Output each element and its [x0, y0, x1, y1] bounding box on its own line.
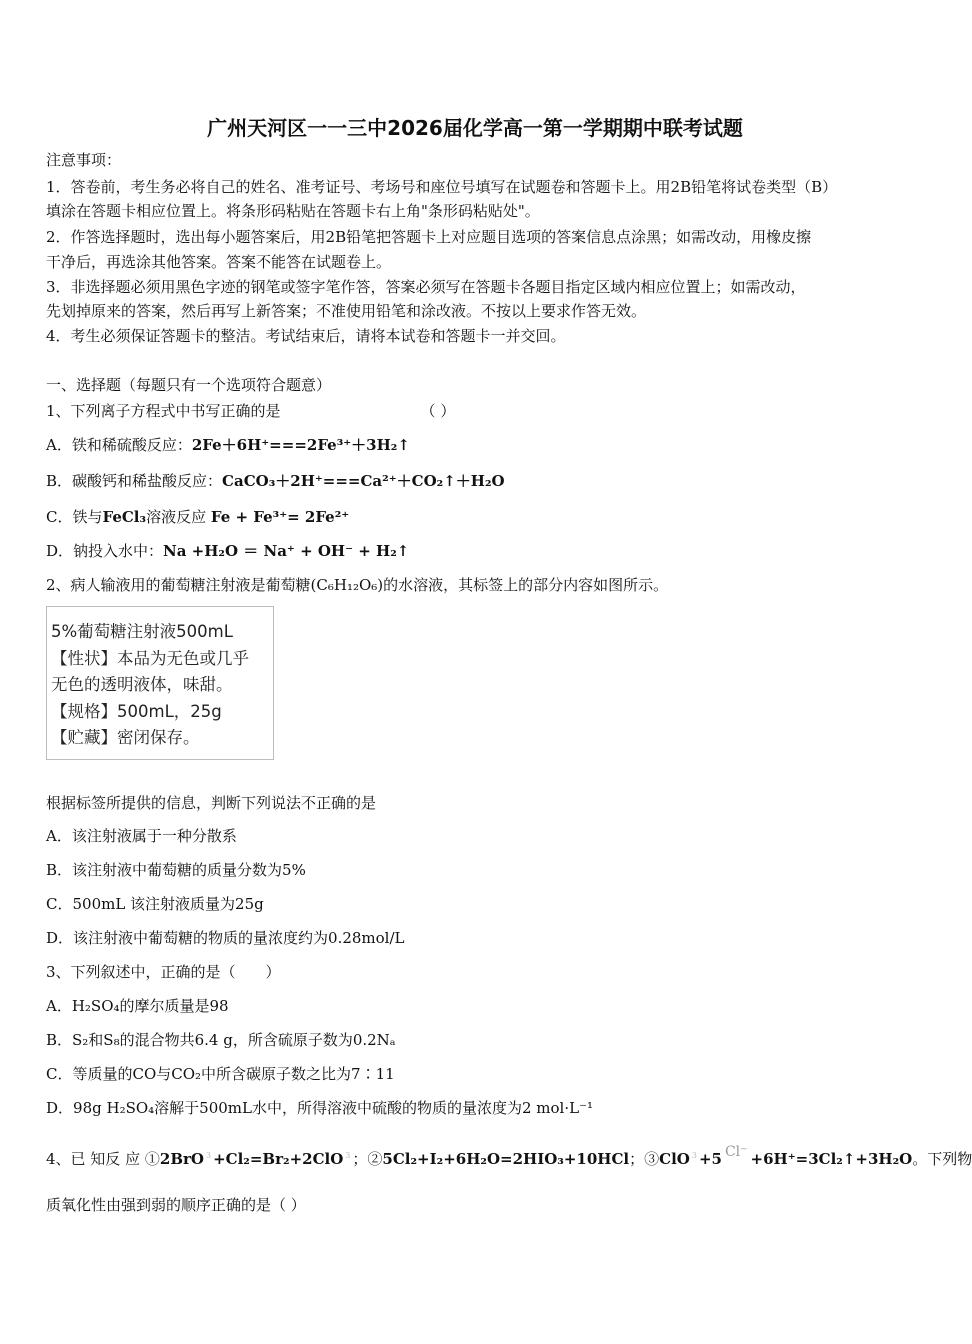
q1-stem-text: 1、下列离子方程式中书写正确的是 — [46, 402, 281, 420]
q1-d-label: D．钠投入水中： — [46, 542, 164, 560]
exam-title: 广州天河区一一三中2026届化学高一第一学期期中联考试题 — [207, 116, 743, 140]
q1-d-equation: Na +H₂O ＝ Na⁺ + OH⁻ + H₂↑ — [163, 542, 410, 560]
q1-option-b — [46, 471, 505, 491]
label-line: 【规格】500mL，25g — [51, 701, 222, 721]
q4-prefix: 4、已 知反 应 — [46, 1150, 141, 1168]
q3-stem: 3、下列叙述中，正确的是（ ） — [46, 963, 281, 981]
q1-a-label: A．铁和稀硫酸反应： — [46, 436, 192, 454]
notice-line: 4．考生必须保证答题卡的整洁。考试结束后，请将本试卷和答题卡一并交回。 — [46, 327, 566, 345]
q2-option-d: D．该注射液中葡萄糖的物质的量浓度约为0.28mol/L — [46, 929, 405, 947]
q2-option-a: A．该注射液属于一种分散系 — [46, 827, 237, 845]
label-line: 【贮藏】密闭保存。 — [51, 728, 200, 747]
q3-option-a: A．H₂SO₄的摩尔质量是98 — [46, 997, 229, 1015]
faded-superscript: 3 — [691, 1151, 697, 1160]
q2-stem: 2、病人输液用的葡萄糖注射液是葡萄糖(C₆H₁₂O₆)的水溶液，其标签上的部分内容如图所示。 — [46, 576, 669, 594]
q3-option-c: C．等质量的CO与CO₂中所含碳原子数之比为7∶11 — [46, 1065, 395, 1083]
q1-stem — [46, 401, 455, 421]
q2-option-c: C．500mL 该注射液质量为25g — [46, 895, 264, 913]
q4-reaction1-part-a: 2BrO — [159, 1150, 204, 1168]
q1-c-text: 溶液反应 — [146, 508, 207, 526]
q4-reaction1-mark: ① — [144, 1150, 160, 1168]
glucose-label-image — [46, 606, 274, 760]
q2-option-b: B．该注射液中葡萄糖的质量分数为5% — [46, 861, 306, 879]
q1-option-c — [46, 507, 349, 527]
q4-reaction3-mark: ③ — [644, 1150, 660, 1168]
q1-b-equation: CaCO₃＋2H⁺===Ca²⁺＋CO₂↑＋H₂O — [222, 472, 505, 490]
label-line: 【性状】本品为无色或几乎 — [51, 648, 249, 668]
q1-answer-paren: （ ） — [420, 402, 456, 420]
label-line: 5%葡萄糖注射液500mL — [51, 622, 233, 641]
notice-line: 2．作答选择题时，选出每小题答案后，用2B铅笔把答题卡上对应题目选项的答案信息点涂黑；如需改动，用橡皮擦 — [46, 228, 812, 246]
q1-c-label: C．铁与 — [46, 508, 103, 526]
q4-stem-line2: 质氧化性由强到弱的顺序正确的是（ ） — [46, 1196, 306, 1214]
q2-question: 根据标签所提供的信息，判断下列说法不正确的是 — [46, 794, 377, 812]
q1-b-label: B．碳酸钙和稀盐酸反应： — [46, 472, 223, 490]
q1-option-a — [46, 435, 410, 455]
q4-separator: ； — [629, 1150, 645, 1168]
q1-a-equation: 2Fe＋6H⁺===2Fe³⁺＋3H₂↑ — [191, 436, 410, 454]
notice-line: 填涂在答题卡相应位置上。将条形码粘贴在答题卡右上角"条形码粘贴处"。 — [46, 202, 540, 220]
label-line: 无色的透明液体，味甜。 — [51, 675, 233, 694]
q4-reaction3-part-a: ClO — [659, 1150, 690, 1168]
q4-reaction2: 5Cl₂+I₂+6H₂O=2HIO₃+10HCl — [382, 1150, 630, 1168]
q4-reaction3-part-c: +6H⁺=3Cl₂↑+3H₂O — [750, 1150, 913, 1168]
faded-superscript: 3 — [205, 1151, 212, 1160]
q4-reaction1-part-b: +Cl₂=Br₂+2ClO — [213, 1150, 344, 1168]
q3-option-b: B．S₂和S₈的混合物共6.4 g，所含硫原子数为0.2Nₐ — [46, 1031, 396, 1049]
q4-chloride-ion: Cl⁻ — [724, 1144, 748, 1160]
faded-superscript: 3 — [345, 1151, 351, 1160]
notice-line: 1．答卷前，考生务必将自己的姓名、准考证号、考场号和座位号填写在试题卷和答题卡上。用2B铅笔将试卷类型（B） — [46, 178, 838, 196]
notice-heading: 注意事项： — [46, 151, 122, 169]
q4-tail: 。下列物 — [912, 1150, 972, 1168]
section-heading: 一、选择题（每题只有一个选项符合题意） — [46, 376, 332, 394]
notice-line: 先划掉原来的答案，然后再写上新答案；不准使用铅笔和涂改液。不按以上要求作答无效。 — [46, 302, 647, 320]
q1-c-formula: FeCl₃ — [102, 508, 147, 526]
notice-line: 3．非选择题必须用黑色字迹的钢笔或签字笔作答，答案必须写在答题卡各题目指定区域内相应位置上；如需改动， — [46, 278, 806, 296]
q4-separator: ； — [352, 1150, 368, 1168]
q4-reaction2-mark: ② — [367, 1150, 383, 1168]
q1-c-equation: Fe + Fe³⁺= 2Fe²⁺ — [210, 508, 350, 526]
q3-option-d: D．98g H₂SO₄溶解于500mL水中，所得溶液中硫酸的物质的量浓度为2 mol·L⁻¹ — [46, 1099, 594, 1117]
q1-option-d — [46, 541, 409, 561]
notice-line: 干净后，再选涂其他答案。答案不能答在试题卷上。 — [46, 253, 392, 271]
q4-reaction3-part-b: +5 — [698, 1150, 722, 1168]
q4-stem-line1 — [46, 1144, 972, 1169]
